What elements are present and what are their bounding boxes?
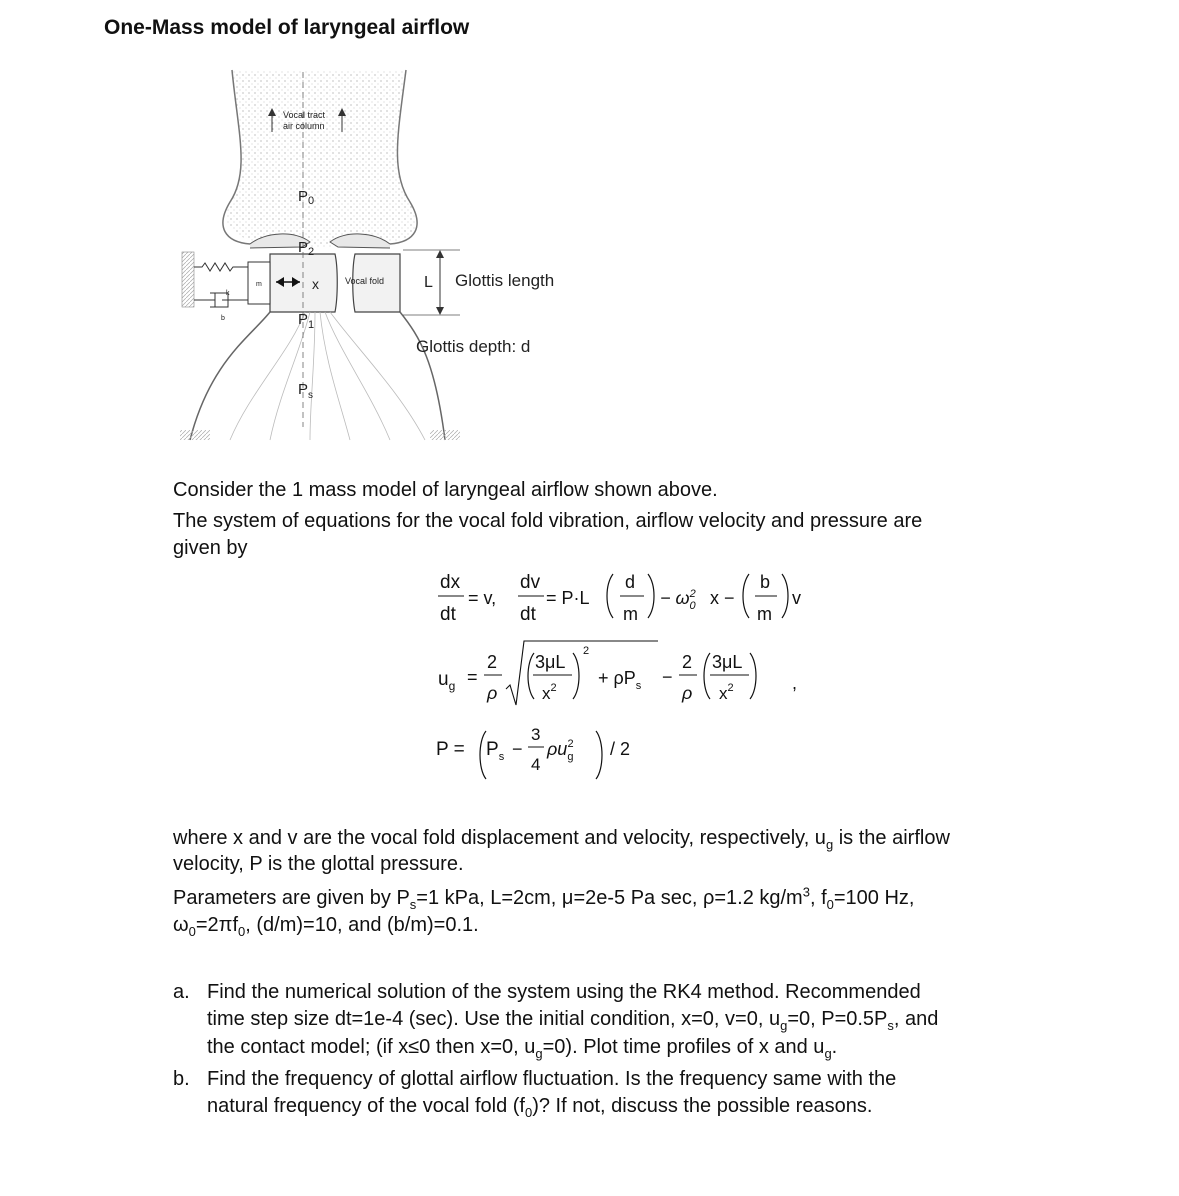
eq4-four: 4: [531, 755, 541, 774]
label-x: x: [312, 276, 319, 292]
item-a-line-1: Find the numerical solution of the system using the RK4 method. Recommended: [207, 981, 921, 1003]
eq1-dx: dx: [440, 572, 461, 593]
eq3-two: 2: [487, 652, 498, 672]
eq3-x2-b: $x^2$: [719, 682, 734, 703]
damper: [194, 293, 248, 307]
item-b-marker: b.: [173, 1068, 190, 1090]
item-a-line-2: time step size dt=1e-4 (sec). Use the initial condition, x=0, v=0, $u_g=0$, $P=0.5P_s$, and: [207, 1008, 939, 1033]
eq3-comma: ,: [792, 673, 798, 693]
label-p2: $P_2$: [298, 239, 315, 258]
where-line-1: where x and v are the vocal fold displacement and velocity, respectively, $u_g$ is the airflow: [173, 827, 950, 852]
label-p0: $P_0$: [298, 188, 315, 207]
eq4-div2: / 2: [610, 739, 631, 759]
eq2-x-term: x −: [710, 588, 735, 608]
eq4-Ps: $P_s$: [486, 739, 505, 763]
intro-line-1: Consider the 1 mass model of laryngeal airflow shown above.: [173, 479, 718, 501]
eq3-3muL-b: 3μL: [712, 652, 743, 672]
eq2-PL: = P·L: [546, 588, 590, 608]
eq1-dt: dt: [440, 604, 456, 625]
eq3-eq: =: [467, 667, 478, 687]
eq3-rho-b: ρ: [682, 683, 693, 703]
item-a-line-3: the contact model; (if x≤0 then x=0, $u_g=0$). Plot time profiles of x and $u_g$.: [207, 1036, 838, 1061]
eq4-P: P =: [436, 739, 465, 760]
eq2-dv: dv: [520, 572, 541, 593]
label-b: b: [221, 315, 225, 322]
where-line-2: velocity, P is the glottal pressure.: [173, 853, 464, 875]
label-p1: $P_1$: [298, 311, 315, 331]
intro-line-2: The system of equations for the vocal fold vibration, airflow velocity and pressure are: [173, 510, 923, 532]
equation-block: [420, 565, 840, 785]
eq4-rho-ug: $\rho u_g2$: [547, 738, 574, 763]
params-line-1: Parameters are given by $P_s=1$ kPa, L=2cm, μ=2e-5 Pa sec, ρ=1.2 $kg/m^3$, $f_0=100$ Hz,: [173, 884, 915, 912]
eq2-d: d: [625, 572, 636, 592]
eq3-rho: ρ: [487, 683, 498, 703]
eq2-omega: − $\omega_02$: [660, 588, 696, 612]
intro-line-3: given by: [173, 537, 248, 559]
eq3-two-b: 2: [682, 652, 693, 672]
eq3-3muL: 3μL: [535, 652, 566, 672]
item-b-line-1: Find the frequency of glottal airflow fluctuation. Is the frequency same with the: [207, 1068, 897, 1090]
page-title: One-Mass model of laryngeal airflow: [104, 16, 470, 39]
label-glottis-length: Glottis length: [455, 271, 555, 290]
eq2-dt: dt: [520, 604, 536, 625]
eq2-m: m: [623, 604, 638, 624]
item-b-line-2: natural frequency of the vocal fold $(f_0)$? If not, discuss the possible reasons.: [207, 1095, 873, 1120]
eq3-x2: $x^2$: [542, 682, 557, 703]
eq2-m2: m: [757, 604, 772, 624]
eq4-three: 3: [531, 725, 541, 744]
label-air-column: air column: [283, 121, 325, 131]
label-m: m: [256, 281, 262, 288]
eq3-sq-sup: 2: [583, 645, 590, 657]
label-glottis-depth: Glottis depth: d: [416, 337, 531, 356]
spring: [194, 263, 248, 271]
label-ps: $P_s$: [298, 381, 314, 401]
eq3-rhoPs: + $\rho P_s$: [598, 668, 642, 692]
item-a-marker: a.: [173, 981, 190, 1003]
vocal-tract-air: [226, 70, 418, 247]
label-vocal-fold: Vocal fold: [345, 276, 385, 286]
larynx-diagram: [170, 62, 590, 442]
params-line-2: $\omega_0=2\pi f_0$, (d/m)=10, and (b/m)=0.1.: [173, 914, 479, 939]
label-k: k: [226, 290, 230, 297]
eq2-v: v: [792, 588, 801, 608]
eq3-ug: $u_g$: [438, 669, 456, 693]
eq1-eq-v: = v,: [468, 588, 497, 608]
eq2-b: b: [760, 572, 771, 592]
label-vocal-tract: Vocal tract: [283, 110, 326, 120]
eq3-minus: −: [662, 667, 673, 687]
eq4-minus: −: [512, 739, 523, 759]
label-L: L: [424, 274, 433, 291]
